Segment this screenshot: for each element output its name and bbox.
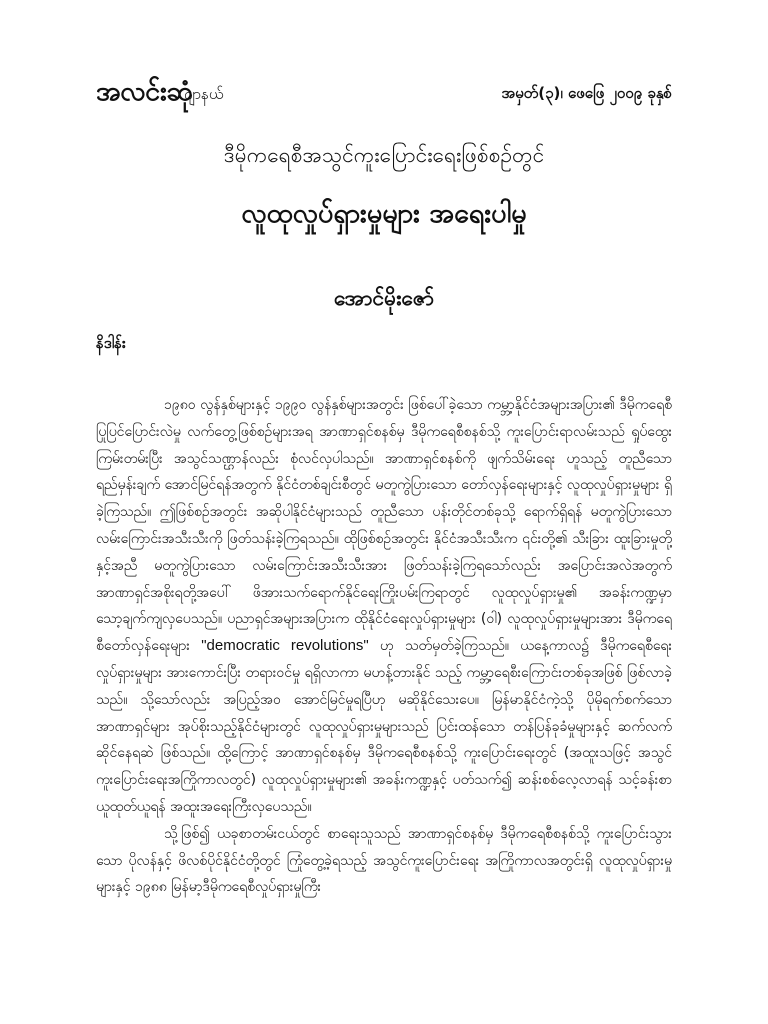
- section-heading-introduction: နိဒါန်း: [96, 334, 126, 352]
- paragraph-2: [96, 821, 672, 901]
- article-author: အောင်မိုးဇော်: [334, 286, 434, 310]
- paragraph-2-text: သို့ဖြစ်၍ ယခုစာတမ်းငယ်တွင် စာရေးသူသည် အာဏာရှင်စနစ်မှ ဒီမိုကရေစီစနစ်သို့ ကူးပြောင်းသွားသော ပိုလန်နှင့် ဖိလစ်ပိုင်နိုင်ငံတို့တွင် ကြုံတွေ့ခဲ့ရသည့် အသွင်ကူးပြောင်းရေး အကြိုကာလအတွင်းရှိ လူထုလှုပ်ရှားမှုများနှင့် ၁၉၈၈ မြန်မာ့ဒီမိုကရေစီလှုပ်ရှားမှုကြီး: [96, 825, 672, 896]
- journal-subtitle: ဂျာနယ်: [184, 85, 224, 103]
- paragraph-1-english-term: "democratic revolutions": [201, 637, 369, 655]
- article-title-line2: လူထုလှုပ်ရှားမှုများ အရေးပါမှု: [241, 198, 527, 229]
- masthead: [96, 74, 672, 118]
- paragraph-1-text-b: ဟု သတ်မှတ်ခဲ့ကြသည်။ ယနေ့ကာလ၌ ဒီမိုကရေစီရေးလှုပ်ရှားမှုများ အားကောင်းပြီး တရားဝင်မှု ရရှိလာကာ မဟန့်တားနိုင် သည့် ကမ္ဘာ့ရေစီးကြောင်းတစ်ခုအဖြစ် ဖြစ်လာခဲ့သည်။ သို့သော်လည်း အပြည့်အဝ အောင်မြင်မှုရပြီဟု မဆိုနိုင်သေးပေ။ မြန်မာနိုင်ငံကဲ့သို့ ပိုမိုရက်စက်သော အာဏာရှင်များ အုပ်စိုးသည့်နိုင်ငံများတွင် လူထုလှုပ်ရှားမှုများသည် ပြင်းထန်သော တန်ပြန်ခုခံမှုများနှင့် ဆက်လက်ဆိုင်နေရဆဲ ဖြစ်သည်။ ထို့ကြောင့် အာဏာရှင်စနစ်မှ ဒီမိုကရေစီစနစ်သို့ ကူးပြောင်းရေးတွင် (အထူးသဖြင့် အသွင်ကူးပြောင်းရေးအကြိုကာလတွင်) လူထုလှုပ်ရှားမှုများ၏ အခန်းကဏ္ဍနှင့် ပတ်သက်၍ ဆန်းစစ်လေ့လာရန် သင့်ခန်းစာယူထုတ်ယူရန် အထူးအရေးကြီးလှပေသည်။: [96, 638, 672, 815]
- issue-info: အမှတ်(၃)၊ ဖေဖြေ ၂၀၀၉ ခုနှစ်: [501, 84, 672, 102]
- article-body: [96, 392, 672, 1020]
- journal-name: အလင်းဆုံ: [96, 76, 193, 107]
- paragraph-1-text-a: ၁၉၈၀ လွန်နှစ်များနှင့် ၁၉၉၀ လွန်နှစ်များအတွင်း ဖြစ်ပေါ်ခဲ့သော ကမ္ဘာ့နိုင်ငံအများအပြား၏ ဒီမိုကရေစီ ပြုပြင်ပြောင်းလဲမှု လက်တွေ့ဖြစ်စဉ်များအရ အာဏာရှင်စနစ်မှ ဒီမိုကရေစီစနစ်သို့ ကူးပြောင်းရာလမ်းသည် ရှုပ်ထွေးကြမ်းတမ်းပြီး အသွင်သဏ္ဌာန်လည်း စုံလင်လှပါသည်။ အာဏာရှင်စနစ်ကို ဖျက်သိမ်းရေး ဟူသည့် တူညီသော ရည်မှန်းချက် အောင်မြင်ရန်အတွက် နိုင်ငံတစ်ချင်းစီတွင် မတူကွဲပြားသော တော်လှန်ရေးများနှင့် လူထုလှုပ်ရှားမှုများ ရှိခဲ့ကြသည်။ ဤဖြစ်စဉ်အတွင်း အဆိုပါနိုင်ငံများသည် တူညီသော ပန်းတိုင်တစ်ခုသို့ ရောက်ရှိရန် မတူကွဲပြားသော လမ်းကြောင်းအသီးသီးကို ဖြတ်သန်းခဲ့ကြရသည်။ ထိုဖြစ်စဉ်အတွင်း နိုင်ငံအသီးသီးက ၎င်းတို့၏ သီးခြား ထူးခြားမှုတို့နှင့်အညီ မတူကွဲပြားသော လမ်းကြောင်းအသီးသီးအား ဖြတ်သန်းခဲ့ကြရသော်လည်း အပြောင်းအလဲအတွက် အာဏာရှင်အစိုးရတို့အပေါ် ဖိအားသက်ရောက်နိုင်ရေးကြိုးပမ်းကြရာတွင် လူထုလှုပ်ရှားမှု၏ အခန်းကဏ္ဍမှာ သော့ချက်ကျလှပေသည်။ ပညာရှင်အများအပြားက ထိုနိုင်ငံရေးလှုပ်ရှားမှုများ (ဝါ) လူထုလှုပ်ရှားမှုများအား ဒီမိုကရေစီတော်လှန်ရေးများ: [96, 397, 672, 655]
- paragraph-1: [96, 392, 672, 821]
- article-title-line1: ဒီမိုကရေစီအသွင်ကူးပြောင်းရေးဖြစ်စဉ်တွင်: [223, 143, 545, 167]
